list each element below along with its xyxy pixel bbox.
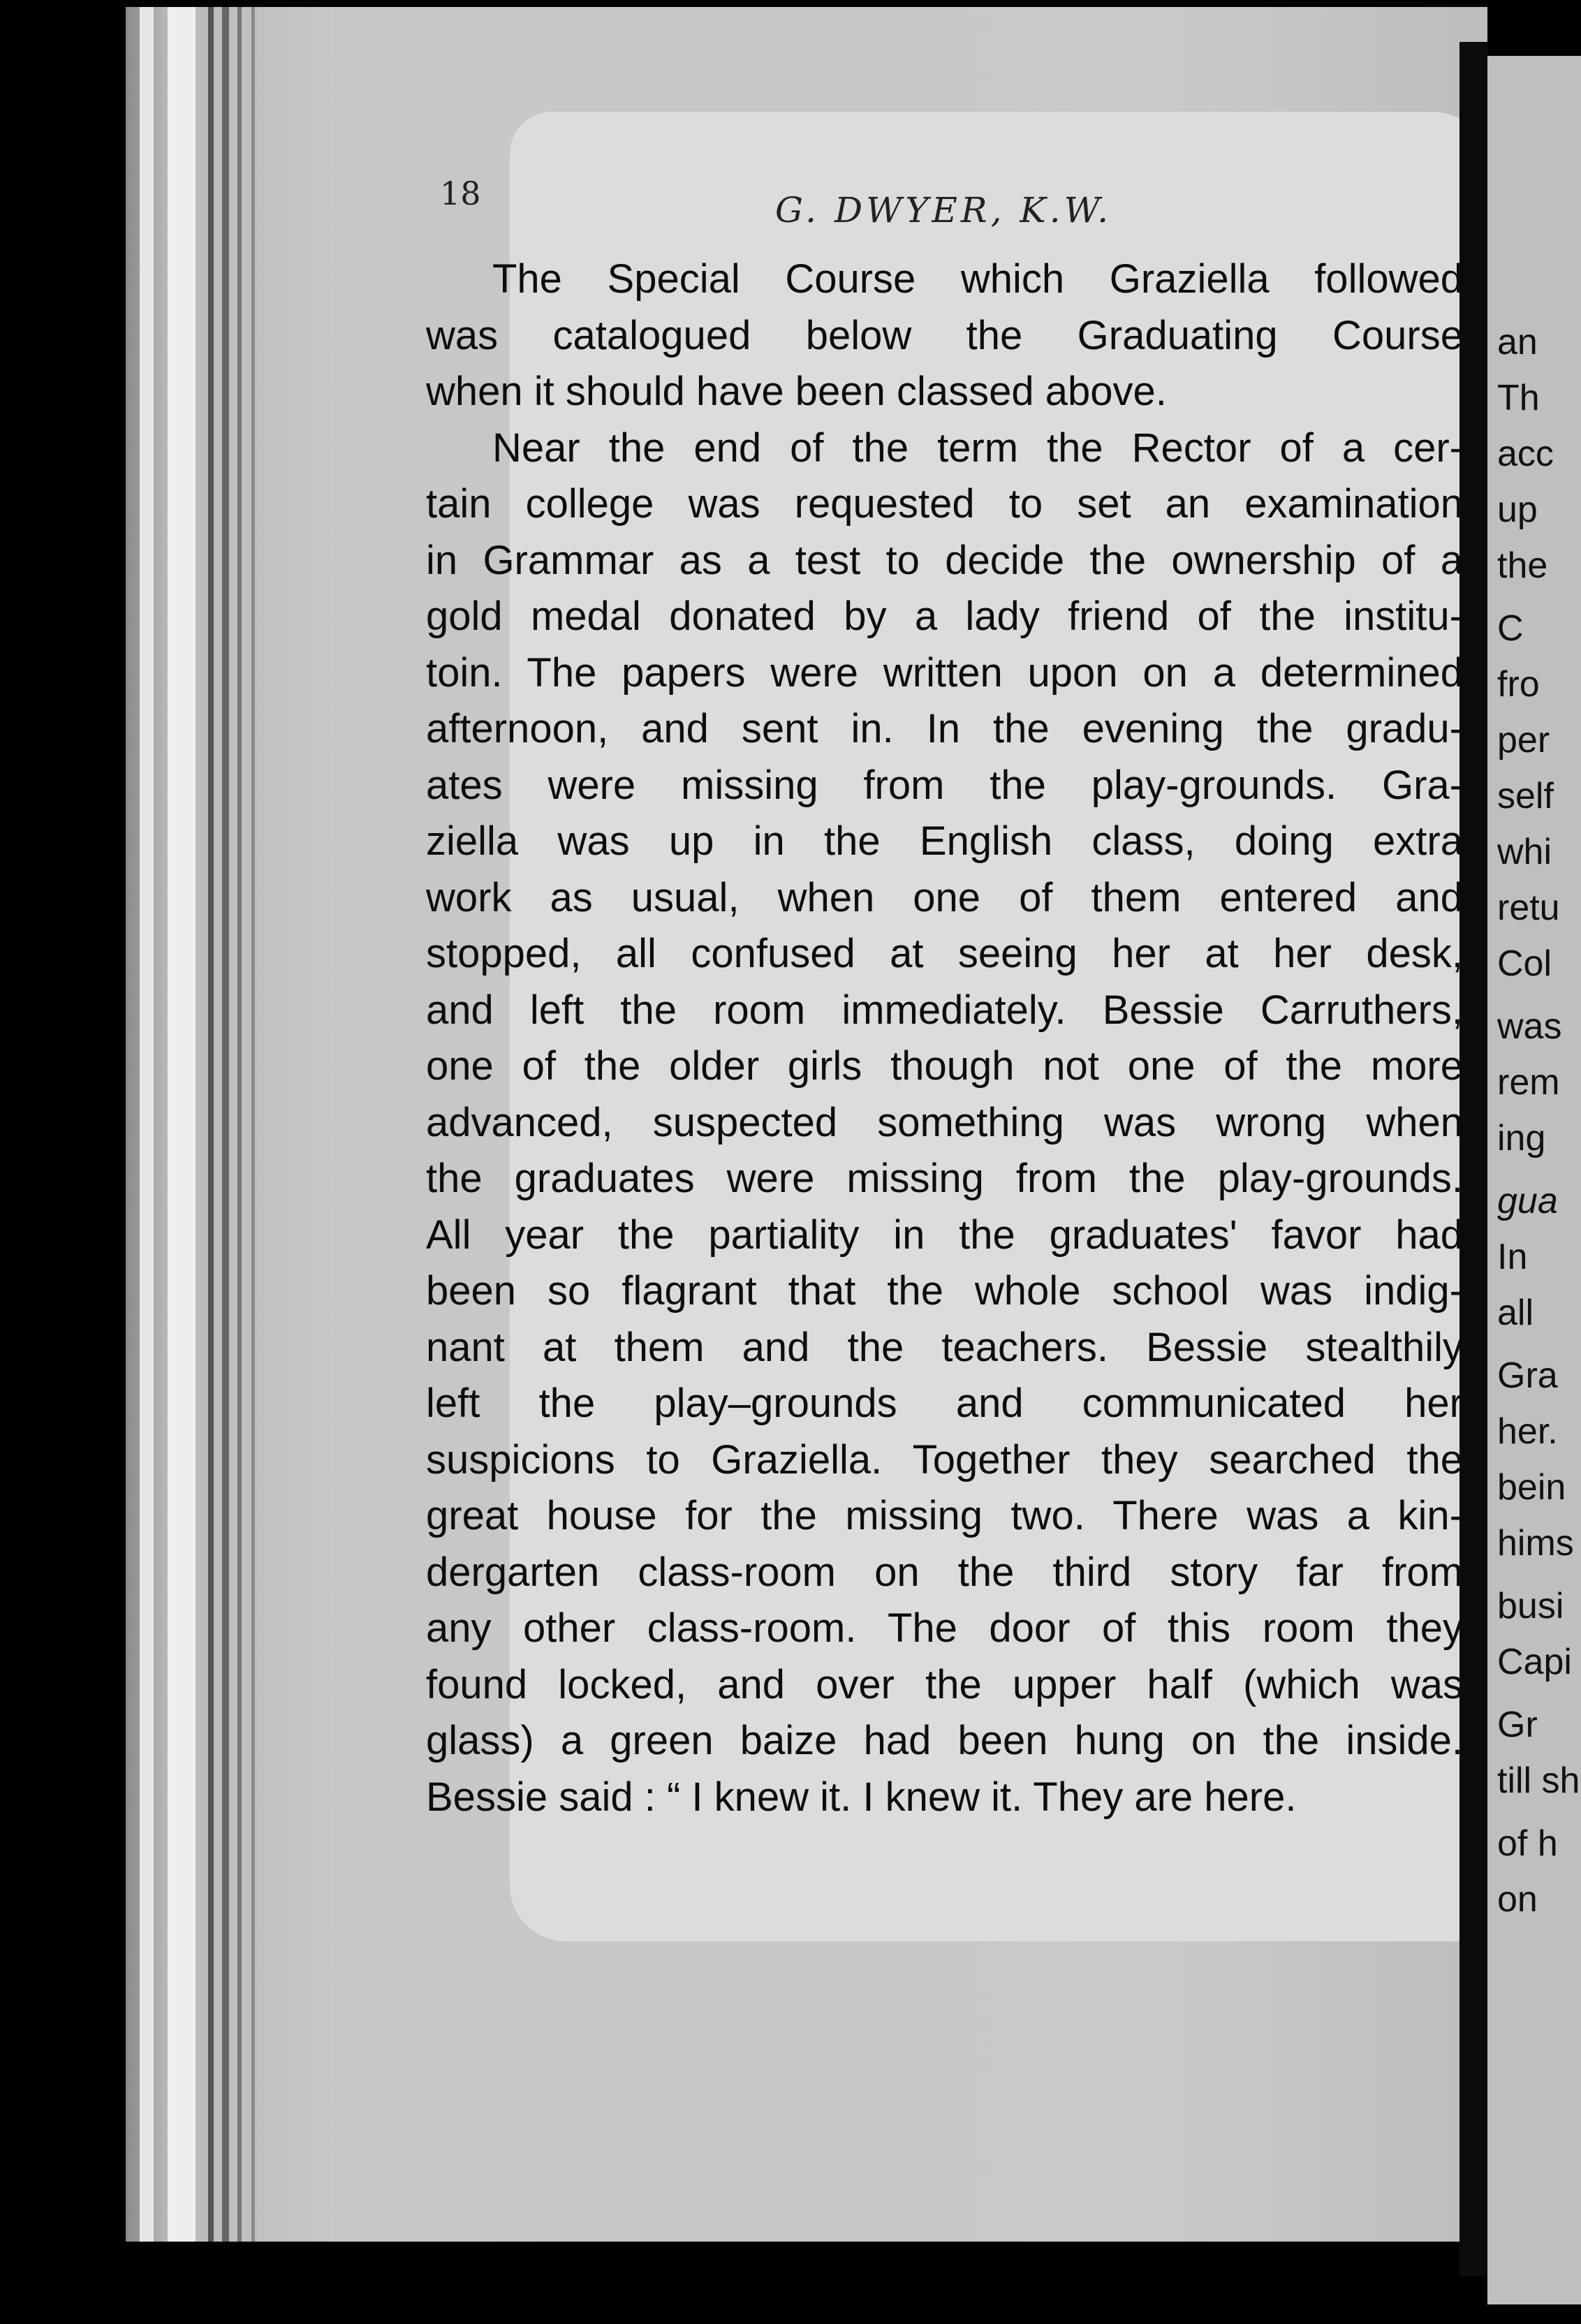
text-line: was catalogued below the Graduating Course	[426, 312, 1463, 358]
text-line: any other class-room. The door of this room they	[426, 1605, 1463, 1651]
page-edge	[222, 7, 229, 2242]
facing-page-fragment: Col	[1497, 943, 1552, 984]
text-line: suspicions to Graziella. Together they searched the	[426, 1436, 1463, 1483]
facing-page	[1487, 56, 1581, 2304]
text-line: dergarten class-room on the third story far from	[426, 1549, 1463, 1595]
facing-page-fragment: was	[1497, 1006, 1562, 1047]
facing-page-fragment: ing	[1497, 1118, 1546, 1159]
facing-page-fragment: self	[1497, 776, 1554, 816]
text-line: and left the room immediately. Bessie Carruthers,	[426, 987, 1463, 1033]
text-line: when it should have been classed above.	[426, 369, 1167, 414]
text-line: one of the older girls though not one of the more	[426, 1043, 1463, 1089]
page-edge	[237, 7, 242, 2242]
facing-page-fragment: In	[1497, 1237, 1528, 1277]
book-gutter	[1459, 42, 1487, 2277]
text-line: tain college was requested to set an examination	[426, 481, 1463, 527]
text-line: great house for the missing two. There was a kin-	[426, 1493, 1463, 1538]
facing-page-fragment: all	[1497, 1293, 1534, 1333]
text-line: stopped, all confused at seeing her at her desk,	[426, 931, 1463, 976]
text-line: The Special Course which Graziella followed	[492, 256, 1463, 302]
facing-page-fragment: bein	[1497, 1467, 1566, 1508]
text-line: advanced, suspected something was wrong when	[426, 1099, 1463, 1145]
text-line: ates were missing from the play-grounds. Gra-	[426, 762, 1463, 808]
facing-page-fragment: hims	[1497, 1523, 1574, 1564]
facing-page-fragment: per	[1497, 720, 1550, 760]
facing-page-fragment: Gra	[1497, 1355, 1558, 1396]
facing-page-fragment: acc	[1497, 434, 1554, 474]
facing-page-fragment: rem	[1497, 1062, 1560, 1103]
page-edge	[140, 7, 154, 2242]
body-text	[426, 251, 1463, 1825]
text-line: work as usual, when one of them entered and	[426, 874, 1463, 920]
text-line: toin. The papers were written upon on a determined	[426, 649, 1463, 696]
facing-page-fragment: up	[1497, 490, 1538, 530]
text-line: been so flagrant that the whole school was indig-	[426, 1268, 1463, 1314]
text-line: Bessie said : “ I knew it. I knew it. They are here.	[426, 1774, 1297, 1820]
facing-page-fragment: till sh	[1497, 1760, 1580, 1801]
page-edge	[168, 7, 196, 2242]
facing-page-fragment: an	[1497, 322, 1538, 362]
text-line: in Grammar as a test to decide the ownership of a	[426, 537, 1463, 583]
facing-page-fragment: on	[1497, 1879, 1538, 1920]
text-line: afternoon, and sent in. In the evening the gradu-	[426, 706, 1463, 751]
text-line: All year the partiality in the graduates' favor had	[426, 1212, 1463, 1258]
text-line: found locked, and over the upper half (which was	[426, 1661, 1463, 1707]
facing-page-fragment: her.	[1497, 1411, 1558, 1452]
facing-page-fragment: retu	[1497, 888, 1560, 928]
facing-page-fragment: the	[1497, 545, 1548, 586]
page-number: 18	[440, 175, 481, 212]
facing-page-fragment: gua	[1497, 1181, 1558, 1221]
facing-page-fragment: of h	[1497, 1823, 1558, 1864]
facing-page-fragment: Capi	[1497, 1642, 1572, 1682]
page-edge	[251, 7, 255, 2242]
text-line: left the play–grounds and communicated her	[426, 1381, 1463, 1426]
facing-page-fragment: fro	[1497, 664, 1540, 705]
text-line: ziella was up in the English class, doing extra	[426, 818, 1463, 864]
facing-page-fragment: whi	[1497, 832, 1552, 872]
facing-page-fragment: Th	[1497, 378, 1540, 418]
page-edge	[208, 7, 214, 2242]
text-line: gold medal donated by a lady friend of the institu-	[426, 594, 1463, 639]
facing-page-fragment: C	[1497, 608, 1524, 649]
text-line: Near the end of the term the Rector of a cer-	[492, 425, 1463, 471]
facing-page-fragment: busi	[1497, 1586, 1564, 1626]
facing-page-fragment: Gr	[1497, 1705, 1538, 1745]
running-head: G. DWYER, K.W.	[775, 190, 1112, 230]
text-line: glass) a green baize had been hung on the inside.	[426, 1718, 1463, 1763]
text-line: the graduates were missing from the play-grounds.	[426, 1156, 1463, 1201]
text-line: nant at them and the teachers. Bessie stealthily	[426, 1324, 1463, 1370]
